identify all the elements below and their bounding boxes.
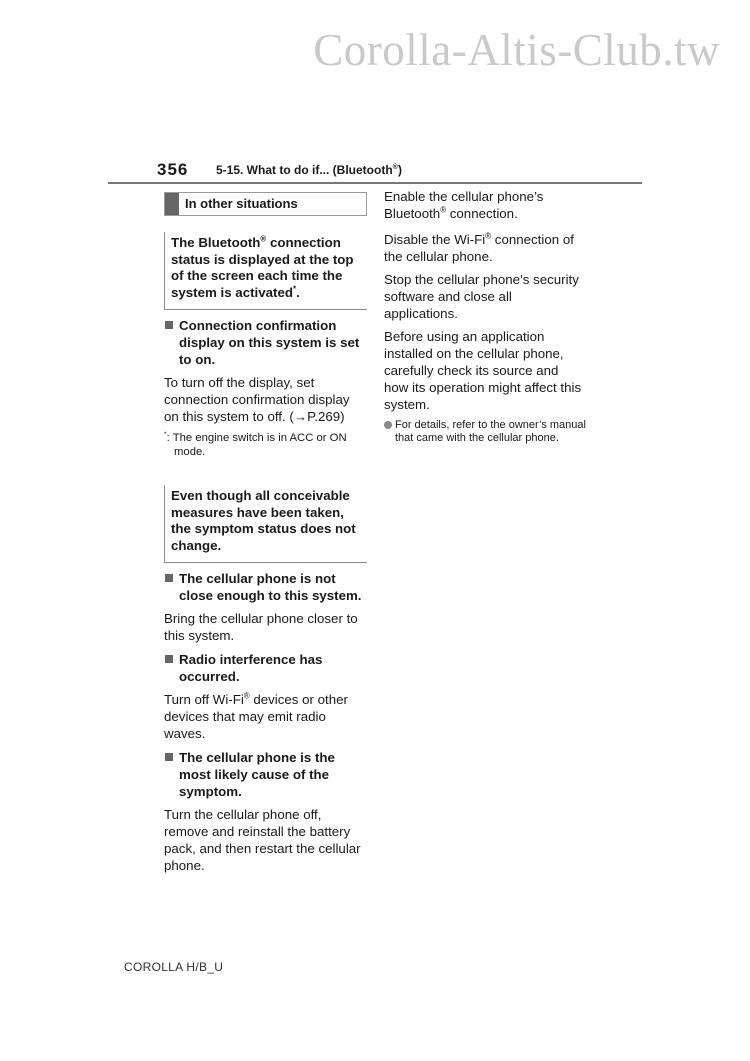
square-bullet-icon [165, 574, 173, 582]
remedy-text-disable-wifi: Disable the Wi-Fi® connection of the cellular phone. [384, 231, 574, 264]
cause-heading-connection-confirmation: Connection confirmation display on this system is set to on. [164, 317, 367, 368]
square-bullet-icon [165, 753, 173, 761]
left-column [164, 192, 367, 874]
remedy-text-cellular-phone: Turn the cellular phone off, remove and reinstall the battery pack, and then restart the cellular phone. [164, 807, 361, 873]
right-column [384, 188, 586, 444]
page-number: 356 [157, 160, 189, 179]
remedy-text-distance: Bring the cellular phone closer to this system. [164, 611, 358, 643]
cause-heading-radio-interference: Radio interference has occurred. [164, 651, 367, 685]
remedy-text-security-software: Stop the cellular phone’s security software and close all applications. [384, 272, 579, 321]
situation-box-label: In other situations [185, 196, 298, 211]
remedy-text-application-check: Before using an application installed on the cellular phone, carefully check its source and how its operation might affect this system. [384, 329, 582, 412]
circle-bullet-icon [384, 421, 392, 429]
remedy-text-connection-confirmation: To turn off the display, set connection confirmation display on this system to off. (→P.269) [164, 375, 350, 424]
symptom-box-bluetooth-status: The Bluetooth® connection status is displayed at the top of the screen each time the system is activated*. [164, 232, 367, 310]
remedy-text-enable-bluetooth: Enable the cellular phone’s Bluetooth® connection. [384, 189, 544, 221]
square-bullet-icon [165, 655, 173, 663]
remedy-text-radio-interference: Turn off Wi-Fi® devices or other devices that may emit radio waves. [164, 691, 348, 741]
note: For details, refer to the owner’s manual that came with the cellular phone. [384, 419, 586, 444]
cause-heading-distance: The cellular phone is not close enough to this system. [164, 570, 367, 604]
header-rule [108, 182, 642, 184]
situation-box-bar [165, 193, 179, 215]
footnote: *: The engine switch is in ACC or ON mode. [164, 431, 347, 458]
square-bullet-icon [165, 321, 173, 329]
situation-box [164, 192, 367, 216]
symptom-box-unchanged: Even though all conceivable measures have been taken, the symptom status does not change. [164, 485, 367, 563]
section-title: 5-15. What to do if... (Bluetooth®) [216, 162, 402, 177]
watermark: Corolla-Altis-Club.tw [313, 25, 720, 75]
footer-model-code: COROLLA H/B_U [124, 960, 224, 974]
cause-heading-cellular-phone: The cellular phone is the most likely cause of the symptom. [164, 749, 367, 800]
